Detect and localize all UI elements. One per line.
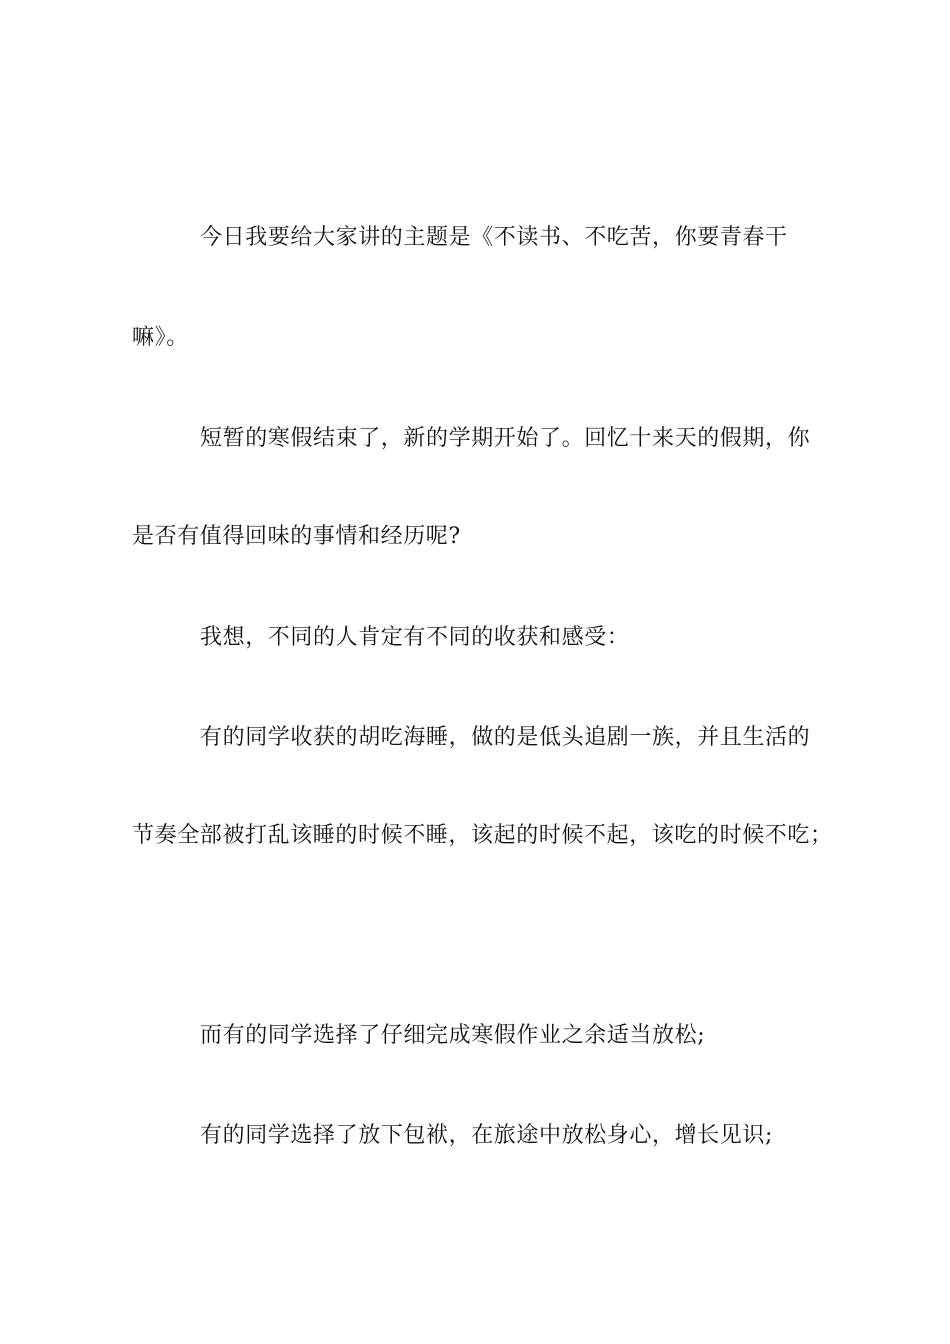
paragraph-1-line-2: 嘛》。 (132, 325, 189, 350)
paragraph-4-line-2: 节奏全部被打乱该睡的时候不睡，该起的时候不起，该吃的时候不吃； (132, 823, 833, 848)
paragraph-6-line-1: 有的同学选择了放下包袱，在旅途中放松身心，增长见识; (200, 1123, 774, 1148)
paragraph-5-line-1: 而有的同学选择了仔细完成寒假作业之余适当放松; (200, 1023, 706, 1048)
paragraph-1-line-1: 今日我要给大家讲的主题是《不读书、不吃苦，你要青春干 (200, 225, 788, 250)
paragraph-2-line-1: 短暂的寒假结束了，新的学期开始了。回忆十来天的假期，你 (200, 426, 811, 451)
paragraph-4-line-1: 有的同学收获的胡吃海睡，做的是低头追剧一族，并且生活的 (200, 725, 811, 750)
paragraph-2-line-2: 是否有值得回味的事情和经历呢? (132, 524, 461, 549)
paragraph-3-line-1: 我想，不同的人肯定有不同的收获和感受： (200, 625, 630, 650)
